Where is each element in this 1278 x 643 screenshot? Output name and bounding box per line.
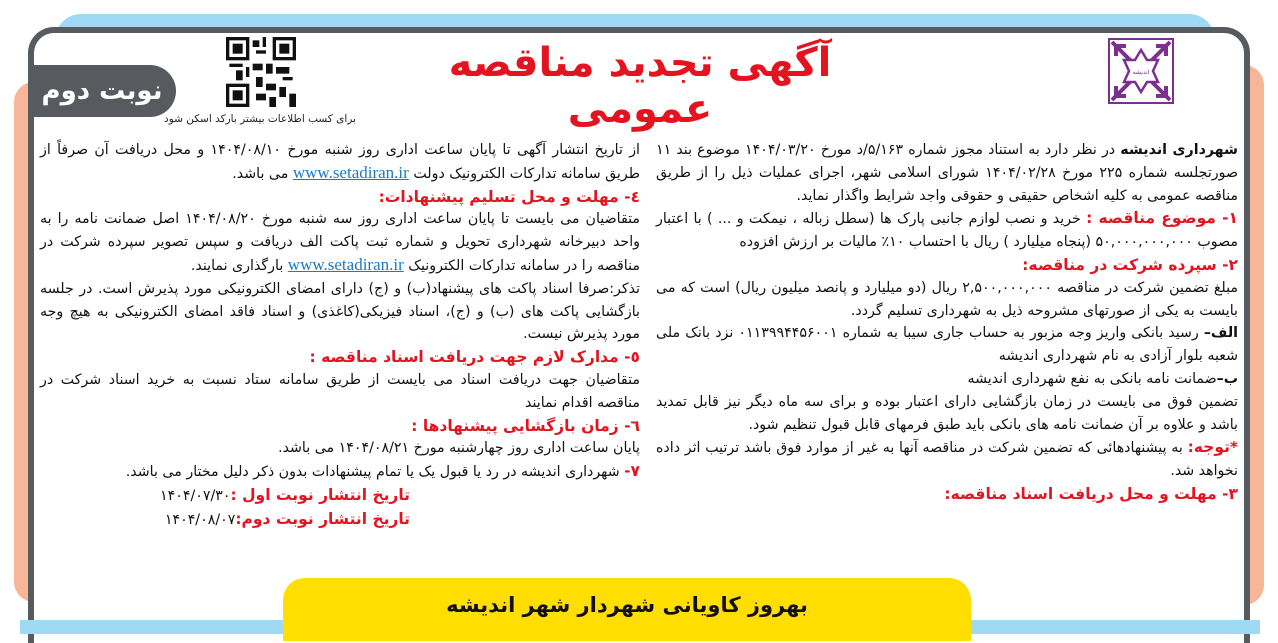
municipality-name: شهرداری اندیشه [1120, 142, 1239, 158]
section-1-heading: ۱- موضوع مناقصه : [1086, 209, 1239, 228]
note-text: به پیشنهادهائی که تضمین شرکت در مناقصه آنها به غیر از موارد فوق باشد ترتیب اثر داده نخواهد شد. [656, 440, 1238, 480]
section-4-heading: ٤- مهلت و محل تسلیم پیشنهادات: [378, 187, 640, 206]
section-3-text-b: می باشد. [232, 165, 293, 182]
section-7-text: شهرداری اندیشه در رد یا قبول یک یا تمام پیشنهادات بدون ذکر دلیل مختار می باشد. [125, 464, 625, 481]
qr-code [226, 36, 296, 108]
section-5-text: متقاضیان جهت دریافت اسناد می بایست از طریق سامانه ستاد نسبت به خرید اسناد شرکت در مناقصه اقدام نمایند [40, 371, 640, 411]
section-3-text-a: از تاریخ انتشار آگهی تا پایان ساعت اداری روز شنبه مورخ ۱۴۰۴/۰۸/۱۰ و محل دریافت آن صرفاً از طریق سامانه تدارکات الکترونیک دولت [40, 142, 641, 182]
publish-date-2-label: تاریخ انتشار نوبت دوم: [235, 509, 410, 528]
section-7 [40, 460, 640, 484]
publish-date-1-label: تاریخ انتشار نوبت اول : [230, 485, 410, 504]
left-column [40, 139, 640, 532]
section-4-text [40, 208, 640, 277]
section-4-text-b: بارگذاری نمایند. [190, 257, 288, 274]
setadiran-link-2[interactable]: www.setadiran.ir [287, 254, 404, 274]
section-3-text [40, 139, 640, 186]
option-alef [656, 322, 1238, 368]
svg-text:اندیشه: اندیشه [1132, 69, 1150, 76]
qr-caption: برای کسب اطلاعات بیشتر بارکد اسکن شود [164, 113, 356, 125]
note-heading: *توجه: [1187, 438, 1238, 457]
option-alef-label: الف– [1203, 325, 1239, 342]
mayor-signature-banner: بهروز کاویانی شهردار شهر اندیشه [283, 578, 971, 641]
intro-text: در نظر دارد به استناد مجوز شماره ۵/۱۶۳/د مورخ ۱۴۰۴/۰۳/۲۰ موضوع بند ۱۱ صورتجلسه شماره ۲۲۵ مورخ ۱۴۰۴/۰۲/۲۸ شورای اسلامی شهر، اجرای عملیات ذیل را از طریق مناقصه عمومی به کلیه اشخاص حقیقی و حقوقی واجد شرایط واگذار نماید. [656, 142, 1238, 204]
section-6-heading: ٦- زمان بازگشایی پیشنهادها : [411, 416, 640, 435]
section-3-heading: ۳- مهلت و محل دریافت اسناد مناقصه: [944, 484, 1238, 503]
section-6-text: پایان ساعت اداری روز چهارشنبه مورخ ۱۴۰۴/۰۸/۲۱ می باشد. [278, 440, 640, 457]
section-1 [656, 207, 1238, 254]
publish-date-2 [40, 508, 640, 532]
publish-date-1 [40, 484, 640, 508]
section-4-text-a: متقاضیان می بایست تا پایان ساعت اداری روز سه شنبه مورخ ۱۴۰۴/۰۸/۲۰ اصل ضمانت نامه را به واحد دبیرخانه شهرداری تحویل و شماره ثبت پاکت الف دریافت و سپس تصویر سپرده شرکت در مناقصه را در سامانه تدارکات الکترونیک [40, 211, 640, 274]
section-1-text: خرید و نصب لوازم جانبی پارک ها (سطل زباله ، نیمکت و ... ) با اعتبار مصوب ۵۰,۰۰۰,۰۰۰,۰۰۰ (پنجاه میلیارد ) ریال با احتساب ۱۰٪ مالیات بر ارزش افزوده [656, 211, 1238, 251]
note [656, 436, 1238, 483]
guarantee-text: تضمین فوق می بایست در زمان بازگشایی دارای اعتبار بوده و برای سه ماه دیگر نیز قابل تمدید باشد و علاوه بر آن ضمانت نامه های بانکی باید طبق فرمهای قابل قبول تنظیم شود. [656, 393, 1238, 433]
reminder-text: تذکر:صرفا اسناد پاکت های پیشنهاد(ب) و (ج) دارای امضای الکترونیکی مورد پذیرش است. در جلسه بازگشایی پاکت های (ب) و (ج)، اسناد فیزیکی(کاغذی) و اسناد فاقد امضای الکترونیکی به هیچ وجه مورد پذیرش نیست. [40, 280, 640, 343]
publish-date-1-value: ۱۴۰۴/۰۷/۳۰ [159, 487, 231, 504]
option-be-label: ب– [1216, 370, 1238, 387]
option-be [656, 368, 1238, 391]
option-be-text: ضمانت نامه بانکی به نفع شهرداری اندیشه [967, 370, 1217, 387]
section-2-heading: ۲- سپرده شرکت در مناقصه: [1022, 255, 1238, 274]
municipality-logo [1108, 38, 1174, 104]
right-column [656, 139, 1238, 506]
section-2-text: مبلغ تضمین شرکت در مناقصه ۲,۵۰۰,۰۰۰,۰۰۰ ریال (دو میلیارد و پانصد میلیون ریال) است که می بایست به یکی از صورتهای مشروحه ذیل به شهرداری تسلیم گردد. [656, 279, 1238, 319]
round-badge: نوبت دوم [28, 65, 176, 117]
intro-paragraph [656, 139, 1238, 207]
section-7-number: ۷- [624, 462, 640, 481]
setadiran-link[interactable]: www.setadiran.ir [292, 162, 409, 182]
page-title: آگهی تجدید مناقصه عمومی [448, 40, 832, 132]
option-alef-text: رسید بانکی واریز وجه مزبور به حساب جاری سیبا به شماره ۰۱۱۳۹۹۴۴۵۶۰۰۱ نزد بانک ملی شعبه بلوار آزادی به نام شهرداری اندیشه [656, 325, 1238, 365]
publish-date-2-value: ۱۴۰۴/۰۸/۰۷ [164, 511, 236, 528]
section-5-heading: ٥- مدارک لازم جهت دریافت اسناد مناقصه : [309, 348, 640, 367]
